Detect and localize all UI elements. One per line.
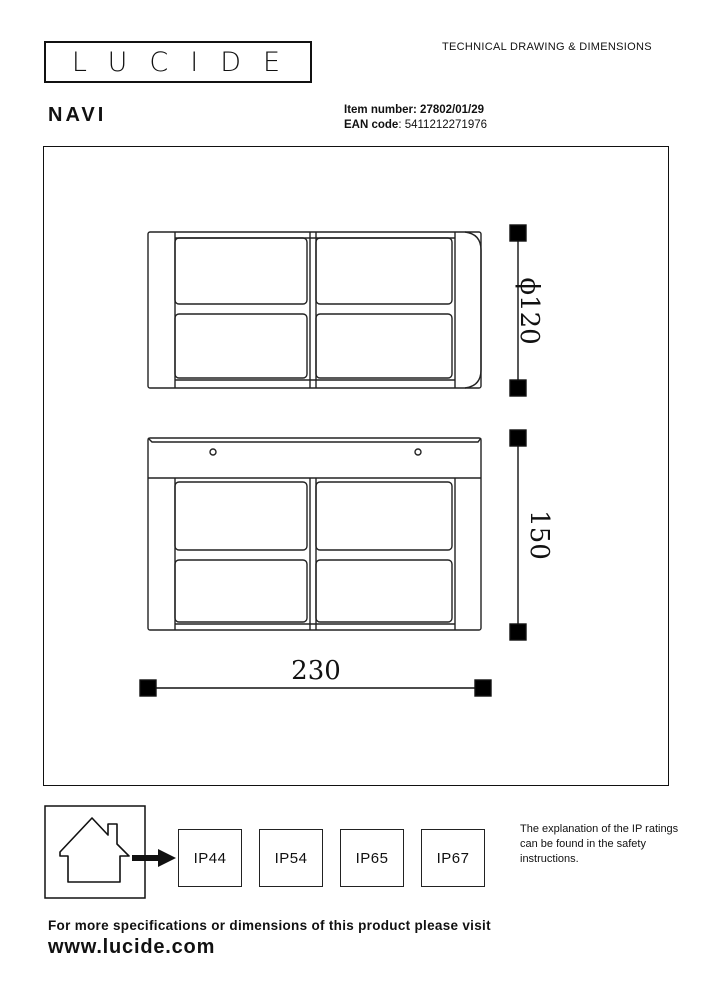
height-label: 150 [524,510,554,560]
dim-marker [510,624,526,640]
ip-rating-badge: IP54 [259,829,323,887]
dim-marker [140,680,156,696]
item-number-label: Item number: [344,104,417,116]
dim-marker [510,430,526,446]
ip-rating-badge: IP44 [178,829,242,887]
side-view [148,438,481,630]
dim-marker [510,380,526,396]
item-number-value: 27802/01/29 [420,104,484,116]
footer-text: For more specifications or dimensions of this product please visit [48,918,491,933]
website-link[interactable]: www.lucide.com [48,936,216,958]
ean-label: EAN code [344,119,399,131]
house-icon [45,806,145,898]
ip-explanation-note: The explanation of the IP ratings can be found in the safety instructions. [520,823,679,865]
dim-marker [510,225,526,241]
diameter-label: ϕ120 [514,277,544,345]
ean-value: : 5411212271976 [398,119,488,131]
screw-hole-right [415,449,421,455]
front-view [148,232,481,388]
width-label: 230 [291,656,341,686]
document-title: TECHNICAL DRAWING & DIMENSIONS [442,41,652,53]
arrow-icon [132,849,176,867]
product-name: NAVI [48,104,107,126]
screw-hole-left [210,449,216,455]
brand-logo: LUCIDE [71,46,303,78]
dim-marker [475,680,491,696]
ip-rating-badge: IP65 [340,829,404,887]
ip-rating-badge: IP67 [421,829,485,887]
